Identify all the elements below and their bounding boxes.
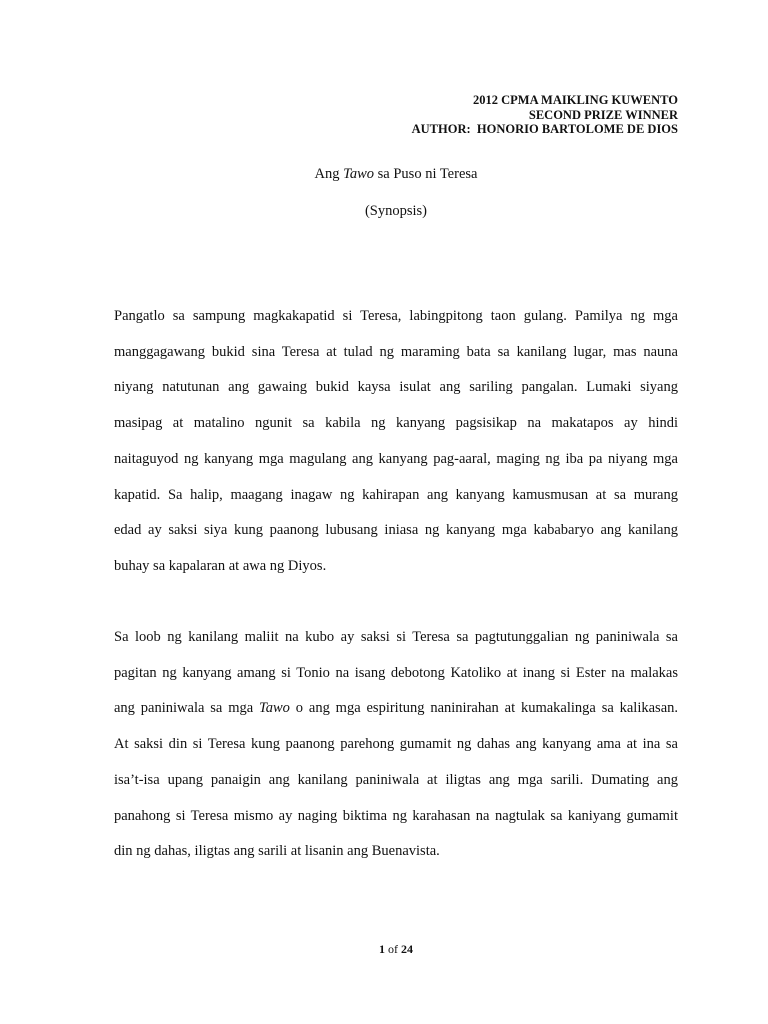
paragraph-2-line: panahong si Teresa mismo ay naging biktima ng karahasan na nagtulak sa kaniyang gumamit [114, 807, 678, 824]
paragraph-2-line: pagitan ng kanyang amang si Tonio na isang debotong Katoliko at inang si Ester na malakas [114, 664, 678, 681]
header-line-author: AUTHOR: HONORIO BARTOLOME DE DIOS [411, 122, 678, 136]
paragraph-1-line: buhay sa kapalaran at awa ng Diyos. [114, 557, 327, 574]
synopsis-label: (Synopsis) [364, 203, 428, 219]
paragraph-1-line: Pangatlo sa sampung magkakapatid si Teresa, labingpitong taon gulang. Pamilya ng mga [114, 308, 678, 324]
paragraph-1 [114, 299, 678, 585]
page-current: 1 [379, 942, 385, 956]
paragraph-2-line: At saksi din si Teresa kung paanong parehong gumamit ng dahas ang kanyang ama at ina sa [114, 736, 678, 753]
title-italic: Tawo [343, 166, 375, 182]
paragraph-1-line: niyang natutunan ang gawaing bukid kaysa isulat ang sariling pangalan. Lumaki siyang [114, 379, 678, 396]
paragraph-1-line: edad ay saksi siya kung paanong lubusang iniasa ng kanyang mga kababaryo ang kanilang [114, 522, 678, 539]
page-of: of [385, 942, 401, 956]
page-number [0, 942, 768, 957]
page-total: 24 [401, 942, 413, 956]
paragraph-2 [114, 620, 678, 870]
title-suffix: sa Puso ni Teresa [374, 166, 478, 182]
paragraph-1-line: manggagawang bukid sina Teresa at tulad ng maraming bata sa kanilang lugar, mas nauna [114, 343, 678, 360]
paragraph-2-line [114, 691, 678, 727]
paragraph-2-line3-italic: Tawo [259, 700, 290, 717]
story-title [0, 166, 768, 183]
paragraph-2-line: isa’t-isa upang panaigin ang kanilang paniniwala at iligtas ang mga sarili. Dumating ang [114, 771, 678, 788]
paragraph-2-line3-suffix: o ang mga espiritung naninirahan at kumakalinga sa kalikasan. [289, 700, 679, 717]
title-prefix: Ang [314, 166, 344, 182]
header-line-competition: 2012 CPMA MAIKLING KUWENTO [473, 93, 678, 107]
paragraph-1-line: kapatid. Sa halip, maagang inagaw ng kahirapan ang kanyang kamusmusan at sa murang [114, 486, 678, 503]
header-line-award: SECOND PRIZE WINNER [528, 107, 678, 122]
paragraph-2-line: Sa loob ng kanilang maliit na kubo ay saksi si Teresa sa pagtutunggalian ng paniniwala sa [114, 629, 678, 645]
paragraph-1-line: naitaguyod ng kanyang mga magulang ang kanyang pag-aaral, maging ng iba pa niyang mga [114, 450, 678, 467]
paragraph-2-line3-prefix: ang paniniwala sa mga [114, 700, 260, 717]
paragraph-2-line: din ng dahas, iligtas ang sarili at lisanin ang Buenavista. [114, 843, 440, 860]
paragraph-1-line: masipag at matalino ngunit sa kabila ng kanyang pagsisikap na makatapos ay hindi [114, 415, 678, 432]
header-block [412, 93, 678, 137]
